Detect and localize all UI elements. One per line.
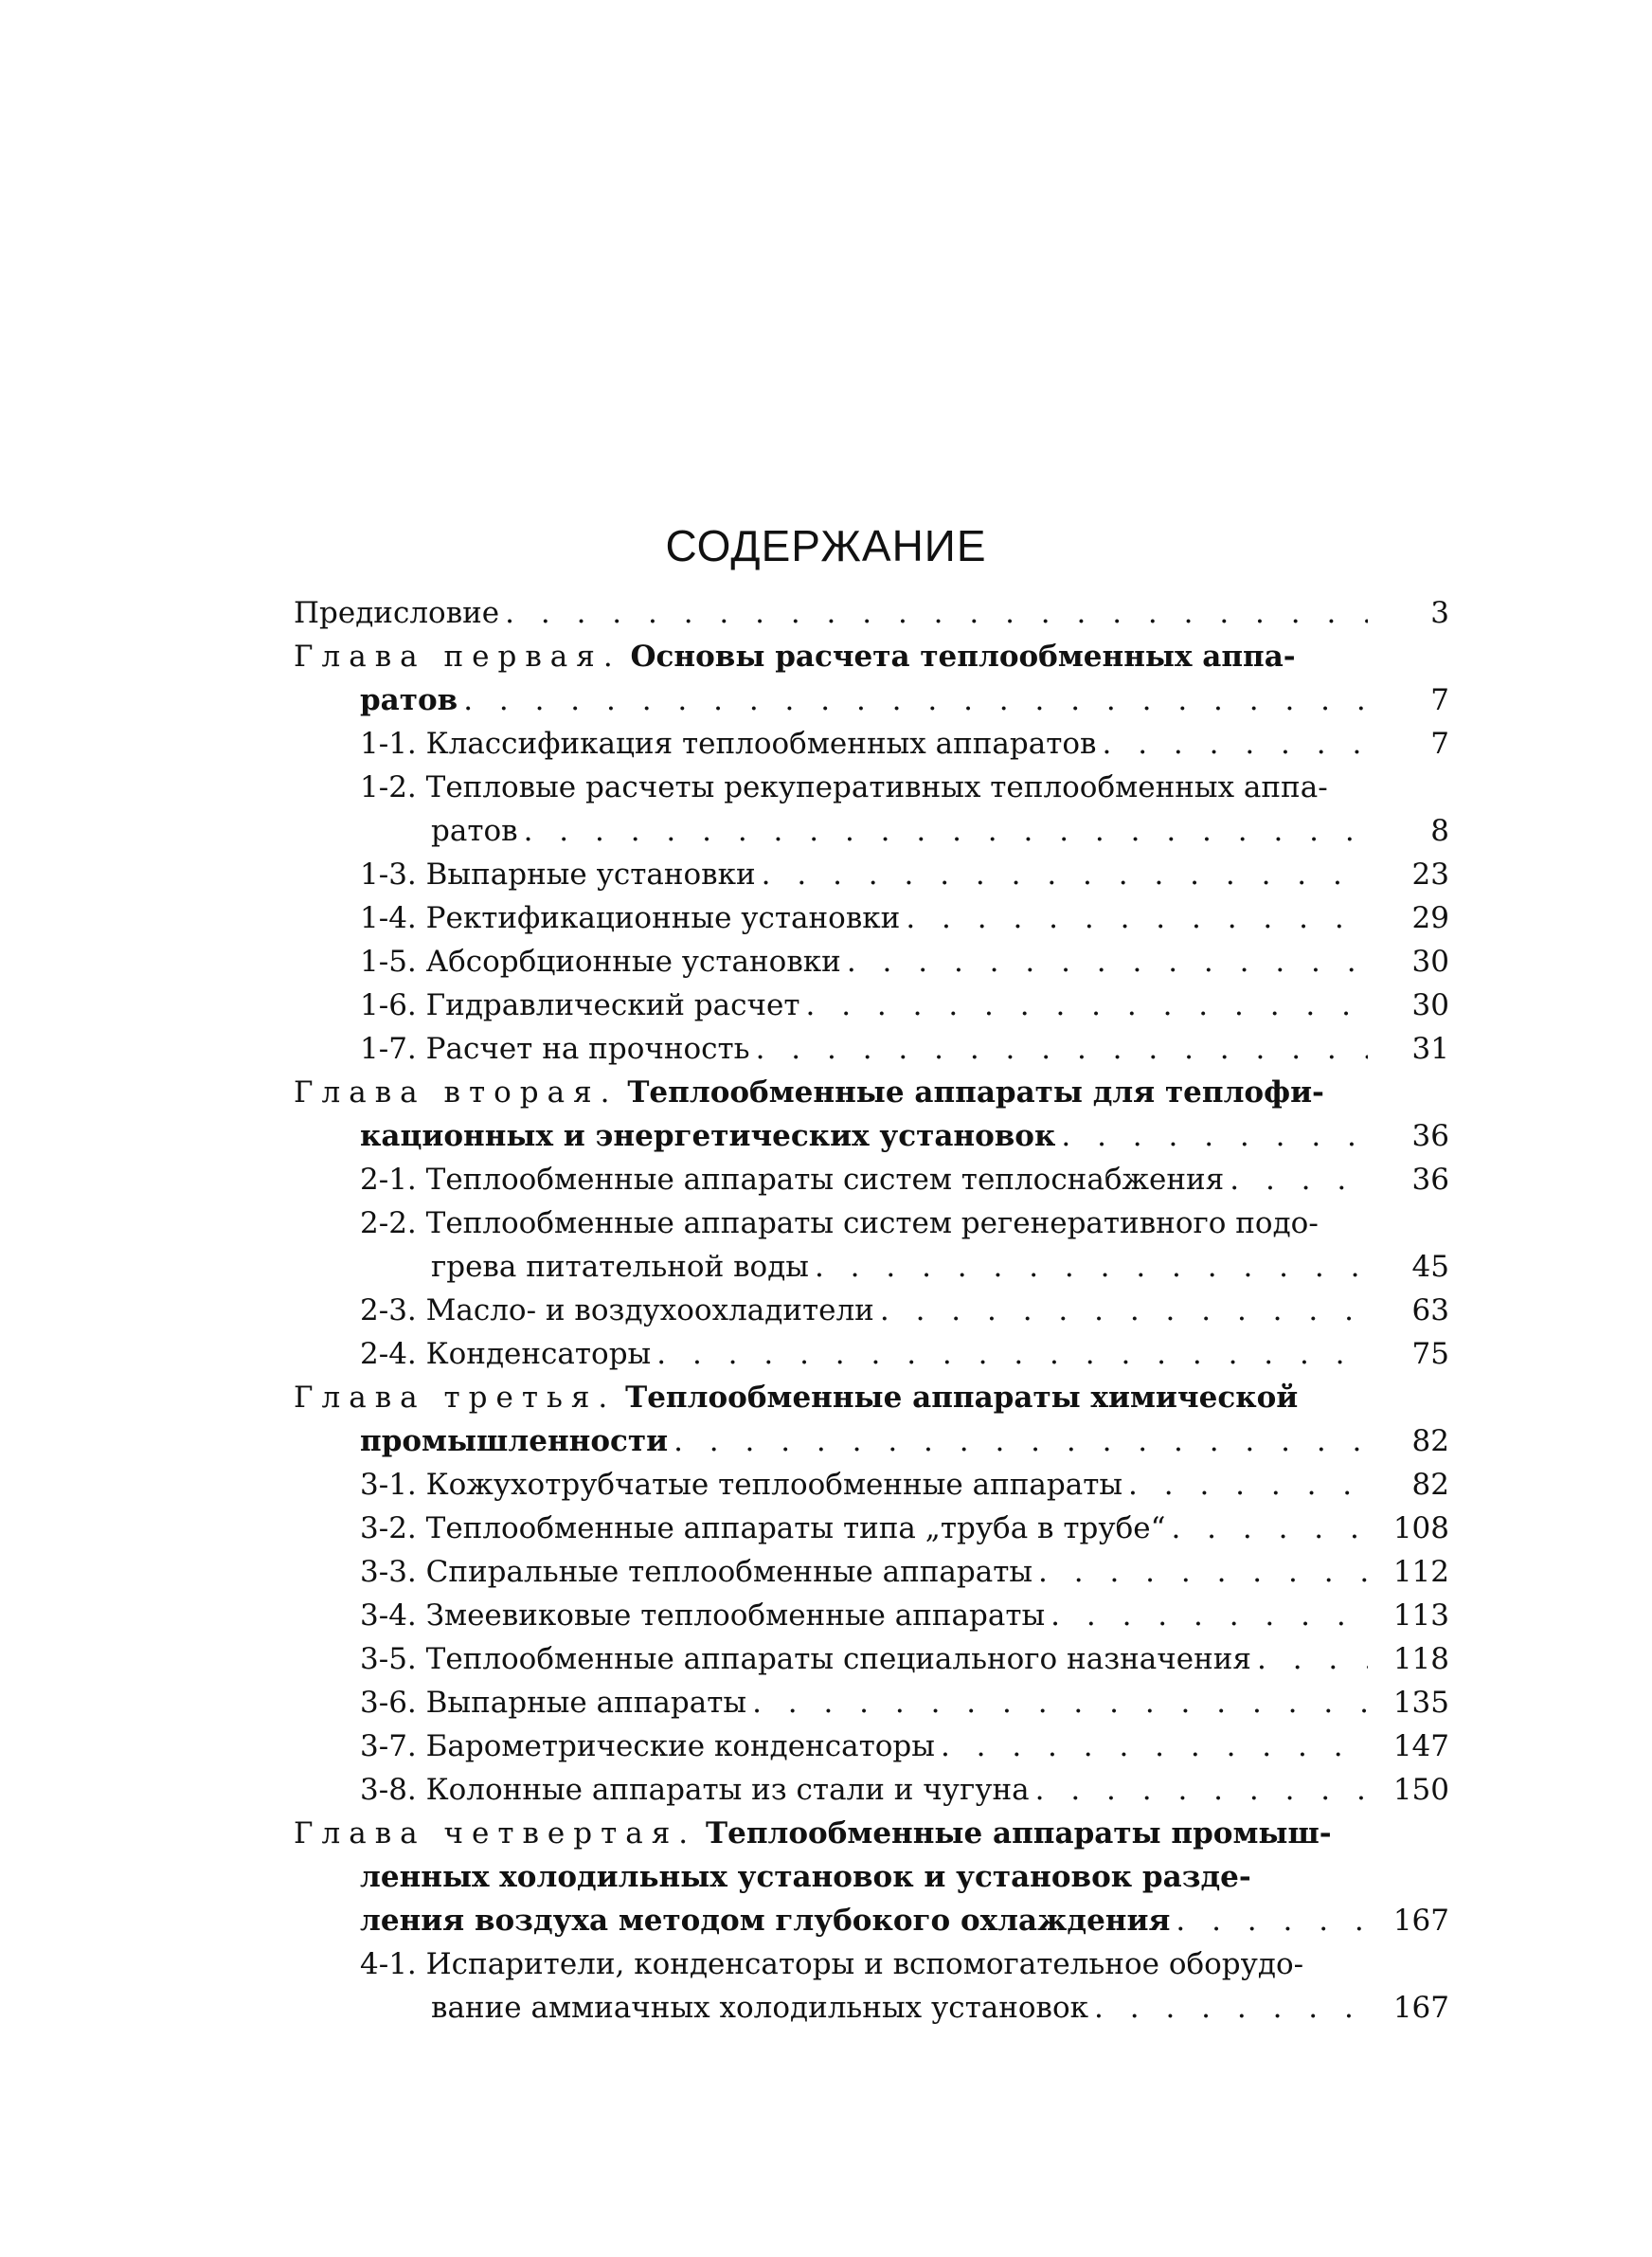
section-number: 3-5.: [360, 1642, 417, 1676]
section-title: ратов: [431, 814, 518, 848]
toc-line: [294, 1289, 1449, 1332]
page-number: 29: [1411, 901, 1449, 935]
toc-line: [294, 1942, 1449, 1986]
toc-entry-section: [294, 1463, 1449, 1507]
section-number: 3-8.: [360, 1773, 417, 1807]
section-title: Колонные аппараты из стали и чугуна: [425, 1773, 1030, 1807]
section-title: Теплообменные аппараты типа „труба в трубе“: [425, 1511, 1166, 1545]
toc-entry-chapter: [294, 1812, 1449, 1942]
section-number: 1-1.: [360, 727, 417, 761]
section-title: Конденсаторы: [425, 1337, 652, 1371]
section-number: 1-6.: [360, 988, 417, 1022]
dot-leader: [673, 1419, 1368, 1463]
toc-line: [294, 1114, 1449, 1158]
chapter-title: промышленности: [360, 1424, 669, 1458]
page-number: 135: [1392, 1686, 1449, 1720]
dot-leader: [1230, 1158, 1368, 1201]
toc-entry-section: [294, 1681, 1449, 1724]
section-title: Теплообменные аппараты систем регенеративного подо-: [425, 1206, 1319, 1240]
toc-line: [294, 1724, 1449, 1768]
section-number: 3-6.: [360, 1686, 417, 1720]
page-number: 118: [1392, 1642, 1449, 1676]
page-number: 31: [1411, 1032, 1449, 1066]
section-number: 3-1.: [360, 1468, 417, 1502]
toc-line: [294, 635, 1449, 678]
toc-entry-section: [294, 853, 1449, 896]
toc-line: [294, 1681, 1449, 1724]
section-number: 1-2.: [360, 770, 417, 804]
dot-leader: [1050, 1594, 1368, 1637]
page-number: 75: [1411, 1337, 1449, 1371]
chapter-title: Теплообменные аппараты для теплофи-: [627, 1075, 1324, 1110]
toc-entry-section: [294, 1724, 1449, 1768]
page-number: 63: [1411, 1293, 1449, 1327]
toc-line: [294, 1201, 1449, 1245]
dot-leader: [847, 940, 1368, 984]
toc-entry-section: [294, 1550, 1449, 1594]
section-number: 1-5.: [360, 945, 417, 979]
toc-entry-section: [294, 896, 1449, 940]
toc-entry-section: [294, 1027, 1449, 1071]
page-number: 30: [1411, 945, 1449, 979]
toc-line: [294, 722, 1449, 766]
section-title: Гидравлический расчет: [425, 988, 800, 1022]
page-number: 108: [1392, 1511, 1449, 1545]
dot-leader: [505, 591, 1368, 635]
section-title: Расчет на прочность: [425, 1032, 750, 1066]
toc-line: [294, 1419, 1449, 1463]
toc-entry-chapter: [294, 635, 1449, 722]
section-title: Классификация теплообменных аппаратов: [425, 727, 1097, 761]
chapter-title: ленных холодильных установок и установок разде-: [360, 1860, 1251, 1894]
dot-leader: [1061, 1114, 1368, 1158]
dot-leader: [1103, 722, 1369, 766]
toc-line: [294, 1507, 1449, 1550]
toc-line: [294, 1550, 1449, 1594]
dot-leader: [762, 853, 1368, 896]
chapter-title: ления воздуха методом глубокого охлаждения: [360, 1904, 1171, 1938]
section-title: грева питательной воды: [431, 1250, 809, 1284]
section-number: 3-4.: [360, 1598, 417, 1633]
toc-line: [294, 1071, 1449, 1114]
dot-leader: [906, 896, 1368, 940]
dot-leader: [1035, 1768, 1368, 1812]
toc-entry-front: [294, 591, 1449, 635]
dot-leader: [1176, 1899, 1368, 1942]
section-number: 1-3.: [360, 858, 417, 892]
toc-entry-section: [294, 1942, 1449, 2030]
section-number: 2-3.: [360, 1293, 417, 1327]
entry-title: Предисловие: [294, 596, 500, 630]
dot-leader: [1257, 1637, 1368, 1681]
toc-line: [294, 984, 1449, 1027]
toc-line: [294, 1027, 1449, 1071]
section-number: 2-4.: [360, 1337, 417, 1371]
section-number: 3-7.: [360, 1729, 417, 1763]
toc-line: [294, 1332, 1449, 1376]
page-number: 8: [1430, 814, 1449, 848]
dot-leader: [1038, 1550, 1368, 1594]
page-number: 113: [1392, 1598, 1449, 1633]
toc-entry-section: [294, 1332, 1449, 1376]
section-number: 3-2.: [360, 1511, 417, 1545]
section-number: 1-4.: [360, 901, 417, 935]
section-title: Кожухотрубчатые теплообменные аппараты: [425, 1468, 1123, 1502]
section-title: Масло- и воздухоохладители: [425, 1293, 874, 1327]
chapter-label: Глава третья.: [294, 1381, 617, 1415]
section-title: Теплообменные аппараты специального назначения: [425, 1642, 1251, 1676]
toc-line: [294, 1986, 1449, 2030]
toc-entry-section: [294, 1594, 1449, 1637]
section-title: Ректификационные установки: [425, 901, 901, 935]
dot-leader: [752, 1681, 1368, 1724]
toc-entry-section: [294, 1158, 1449, 1201]
chapter-label: Глава первая.: [294, 640, 621, 674]
section-title: Теплообменные аппараты систем теплоснабжения: [425, 1163, 1225, 1197]
section-title: Тепловые расчеты рекуперативных теплообменных аппа-: [425, 770, 1328, 804]
section-title: Выпарные установки: [425, 858, 756, 892]
toc-entry-section: [294, 1289, 1449, 1332]
dot-leader: [941, 1724, 1368, 1768]
toc-entry-chapter: [294, 1071, 1449, 1158]
page-number: 23: [1411, 858, 1449, 892]
dot-leader: [463, 678, 1368, 722]
dot-leader: [656, 1332, 1368, 1376]
page-number: 82: [1411, 1424, 1449, 1458]
toc-entry-section: [294, 984, 1449, 1027]
chapter-title: Теплообменные аппараты химической: [625, 1381, 1299, 1415]
section-number: 2-1.: [360, 1163, 417, 1197]
toc-line: [294, 1637, 1449, 1681]
section-title: Барометрические конденсаторы: [425, 1729, 935, 1763]
chapter-label: Глава вторая.: [294, 1075, 619, 1110]
toc-line: [294, 678, 1449, 722]
toc-line: [294, 940, 1449, 984]
toc-entry-chapter: [294, 1376, 1449, 1463]
page-number: 36: [1411, 1163, 1449, 1197]
chapter-title: ратов: [360, 683, 458, 717]
dot-leader: [524, 809, 1368, 853]
section-title: Абсорбционные установки: [425, 945, 841, 979]
toc-entry-section: [294, 940, 1449, 984]
page-number: 112: [1392, 1555, 1449, 1589]
toc-line: [294, 1158, 1449, 1201]
page-number: 3: [1430, 596, 1449, 630]
page-number: 167: [1392, 1904, 1449, 1938]
toc-line: [294, 809, 1449, 853]
toc-line: [294, 1855, 1449, 1899]
dot-leader: [1094, 1986, 1368, 2030]
toc-line: [294, 1899, 1449, 1942]
section-title: Спиральные теплообменные аппараты: [425, 1555, 1033, 1589]
dot-leader: [815, 1245, 1368, 1289]
toc-line: [294, 853, 1449, 896]
toc-line: [294, 1376, 1449, 1419]
page-number: 150: [1392, 1773, 1449, 1807]
dot-leader: [1128, 1463, 1368, 1507]
toc-entry-section: [294, 1768, 1449, 1812]
chapter-label: Глава четвертая.: [294, 1816, 697, 1851]
dot-leader: [880, 1289, 1368, 1332]
section-title: Испарители, конденсаторы и вспомогательное оборудо-: [425, 1947, 1304, 1981]
section-number: 4-1.: [360, 1947, 417, 1981]
page-number: 147: [1392, 1729, 1449, 1763]
toc-entry-section: [294, 766, 1449, 853]
section-title: Змеевиковые теплообменные аппараты: [425, 1598, 1046, 1633]
page-number: 7: [1430, 683, 1449, 717]
section-title: Выпарные аппараты: [425, 1686, 747, 1720]
toc-line: [294, 1594, 1449, 1637]
page-number: 30: [1411, 988, 1449, 1022]
toc-entry-section: [294, 1201, 1449, 1289]
chapter-title: Основы расчета теплообменных аппа-: [630, 640, 1296, 674]
toc-line: [294, 591, 1449, 635]
contents-title: СОДЕРЖАНИЕ: [665, 521, 987, 570]
dot-leader: [805, 984, 1368, 1027]
toc-entry-section: [294, 1507, 1449, 1550]
toc-line: [294, 1768, 1449, 1812]
toc-line: [294, 1463, 1449, 1507]
section-number: 3-3.: [360, 1555, 417, 1589]
chapter-title: кационных и энергетических установок: [360, 1119, 1056, 1153]
page-number: 36: [1411, 1119, 1449, 1153]
toc-line: [294, 1245, 1449, 1289]
dot-leader: [756, 1027, 1368, 1071]
chapter-title: Теплообменные аппараты промыш-: [706, 1816, 1332, 1851]
toc-line: [294, 766, 1449, 809]
toc-entry-section: [294, 722, 1449, 766]
page-number: 45: [1411, 1250, 1449, 1284]
page-number: 82: [1411, 1468, 1449, 1502]
page-number: 167: [1392, 1991, 1449, 2025]
section-number: 1-7.: [360, 1032, 417, 1066]
toc-line: [294, 896, 1449, 940]
section-title: вание аммиачных холодильных установок: [431, 1991, 1089, 2025]
page-number: 7: [1430, 727, 1449, 761]
table-of-contents: [294, 591, 1449, 2030]
section-number: 2-2.: [360, 1206, 417, 1240]
toc-line: [294, 1812, 1449, 1855]
dot-leader: [1171, 1507, 1368, 1550]
toc-entry-section: [294, 1637, 1449, 1681]
